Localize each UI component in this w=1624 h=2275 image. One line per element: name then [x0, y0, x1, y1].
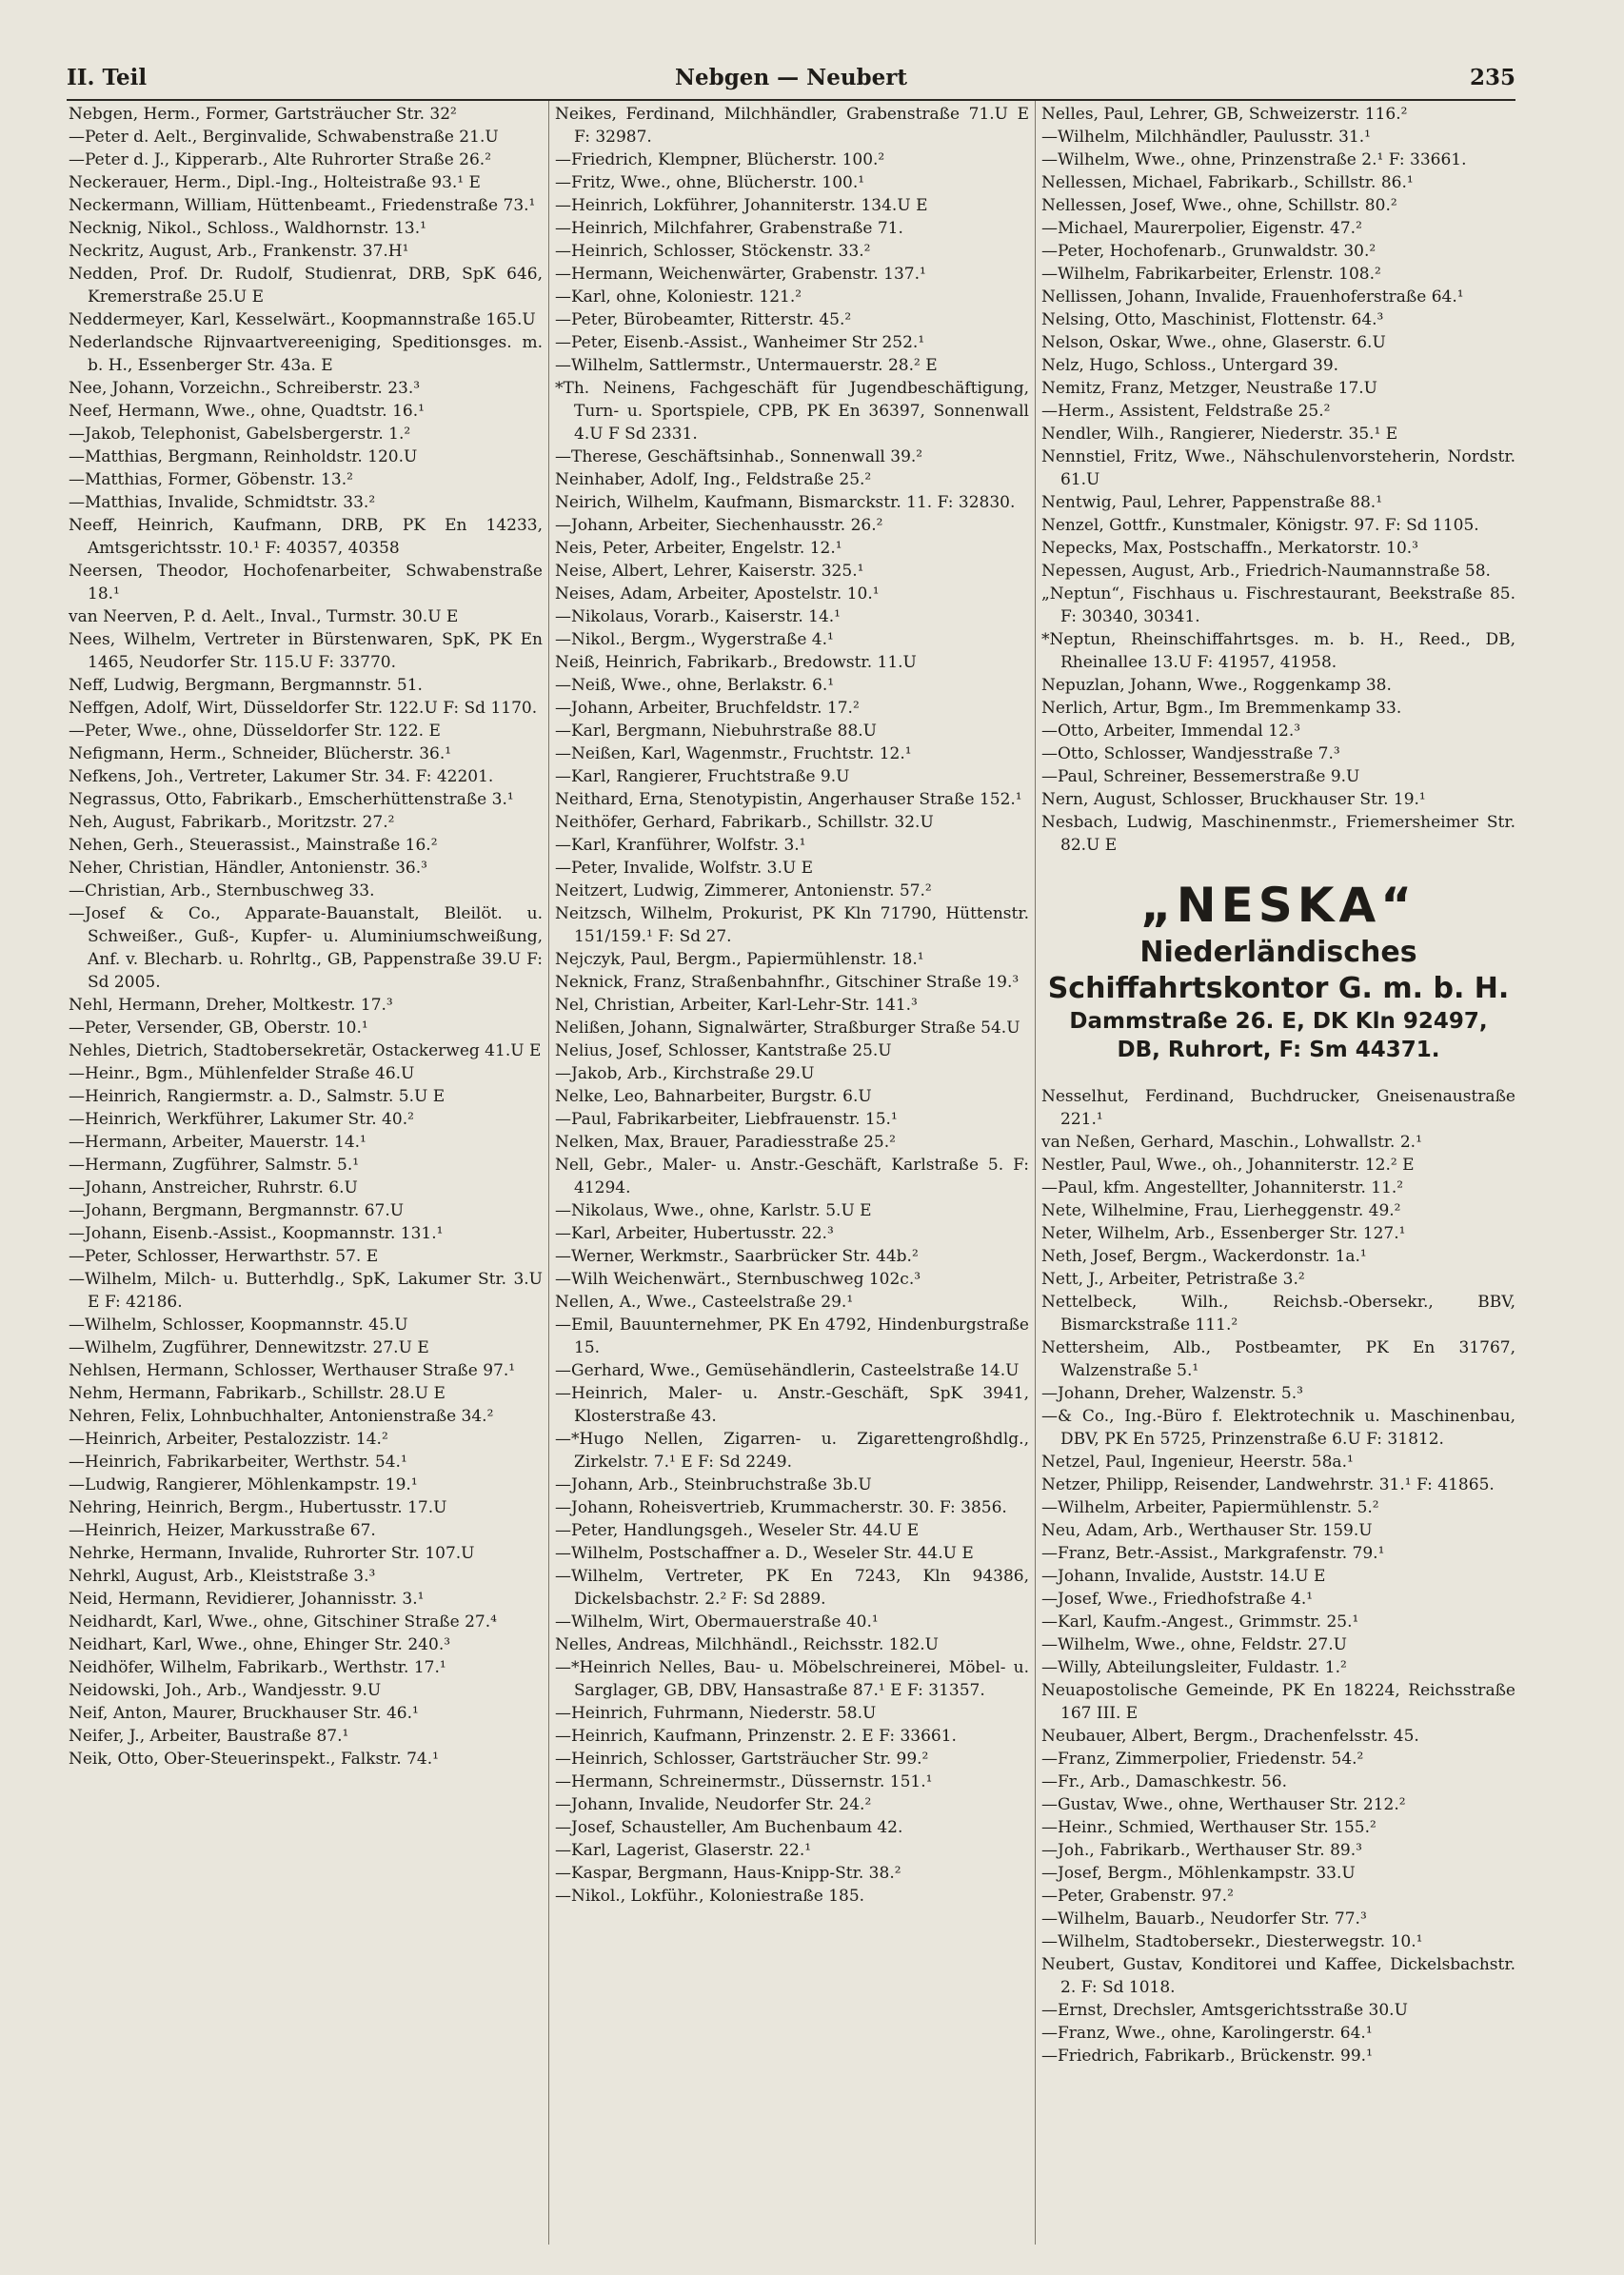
directory-entry: Nepecks, Max, Postschaffn., Merkatorstr. 10.³ [1041, 539, 1418, 558]
directory-entry: „Neptun“, Fischhaus u. Fischrestaurant, Beekstraße 85. F: 30340, 30341. [1041, 584, 1515, 626]
directory-entry: —Peter, Wwe., ohne, Düsseldorfer Str. 122. E [69, 722, 441, 741]
directory-entry: —Heinrich, Schlosser, Stöckenstr. 33.² [555, 242, 871, 261]
directory-entry: —Matthias, Former, Göbenstr. 13.² [69, 470, 353, 489]
directory-entry: —Heinrich, Milchfahrer, Grabenstraße 71. [555, 219, 903, 238]
directory-entry: Neknick, Franz, Straßenbahnfhr., Gitschiner Straße 19.³ [555, 973, 1020, 992]
directory-entry: —Wilhelm, Wwe., ohne, Prinzenstraße 2.¹ F: 33661. [1041, 150, 1467, 169]
directory-entry: Neitzert, Ludwig, Zimmerer, Antonienstr. 57.² [555, 881, 932, 900]
directory-entry: Neckermann, William, Hüttenbeamt., Friedenstraße 73.¹ [69, 196, 536, 215]
directory-entry: Nehrke, Hermann, Invalide, Ruhrorter Str. 107.U [69, 1544, 475, 1563]
part-label: II. Teil [67, 65, 148, 90]
directory-entry: —Kaspar, Bergmann, Haus-Knipp-Str. 38.² [555, 1864, 901, 1883]
directory-entry: —Hermann, Schreinermstr., Düssernstr. 151.¹ [555, 1772, 933, 1791]
directory-entry: Nehen, Gerh., Steuerassist., Mainstraße 16.² [69, 836, 438, 855]
directory-entry: —Michael, Maurerpolier, Eigenstr. 47.² [1041, 219, 1362, 238]
directory-entry: —Johann, Invalide, Auststr. 14.U E [1041, 1567, 1326, 1586]
directory-entry: —Heinrich, Werkführer, Lakumer Str. 40.² [69, 1110, 414, 1129]
directory-entry: Nelsing, Otto, Maschinist, Flottenstr. 64.³ [1041, 310, 1384, 329]
directory-entry: —Wilhelm, Sattlermstr., Untermauerstr. 28.² E [555, 356, 938, 375]
directory-entry: —Nikolaus, Vorarb., Kaiserstr. 14.¹ [555, 607, 841, 626]
directory-entry: Netzer, Philipp, Reisender, Landwehrstr. 31.¹ F: 41865. [1041, 1475, 1495, 1494]
directory-entry: Nefkens, Joh., Vertreter, Lakumer Str. 34. F: 42201. [69, 767, 494, 786]
directory-entry: —Johann, Arbeiter, Bruchfeldstr. 17.² [555, 699, 860, 718]
directory-entry: Nellen, A., Wwe., Casteelstraße 29.¹ [555, 1293, 854, 1312]
directory-entry: —Wilhelm, Milchhändler, Paulusstr. 31.¹ [1041, 128, 1371, 147]
directory-entry: —Karl, ohne, Koloniestr. 121.² [555, 287, 802, 307]
directory-entry: Neu, Adam, Arb., Werthauser Str. 159.U [1041, 1521, 1373, 1540]
directory-entry: —Johann, Eisenb.-Assist., Koopmannstr. 131.¹ [69, 1224, 444, 1243]
directory-entry: —Paul, kfm. Angestellter, Johanniterstr. 11.² [1041, 1178, 1404, 1197]
directory-entry: Neckerauer, Herm., Dipl.-Ing., Holteistraße 93.¹ E [69, 173, 481, 192]
directory-entry: Neidhart, Karl, Wwe., ohne, Ehinger Str. 240.³ [69, 1635, 451, 1654]
ad-line-3: Dammstraße 26. E, DK Kln 92497, [1069, 1009, 1488, 1034]
directory-entry: —Heinr., Schmied, Werthauser Str. 155.² [1041, 1818, 1376, 1837]
directory-entry: —Fritz, Wwe., ohne, Blücherstr. 100.¹ [555, 173, 865, 192]
directory-entry: Nepuzlan, Johann, Wwe., Roggenkamp 38. [1041, 676, 1392, 695]
directory-entry: Nentwig, Paul, Lehrer, Pappenstraße 88.¹ [1041, 493, 1383, 512]
column-3-top [1041, 103, 1515, 857]
directory-entry: Nehrkl, August, Arb., Kleiststraße 3.³ [69, 1567, 376, 1586]
directory-entry: —Wilhelm, Arbeiter, Papiermühlenstr. 5.² [1041, 1498, 1379, 1517]
directory-entry: Nelson, Oskar, Wwe., ohne, Glaserstr. 6.U [1041, 333, 1386, 352]
directory-entry: —Ludwig, Rangierer, Möhlenkampstr. 19.¹ [69, 1475, 418, 1494]
directory-entry: Nehren, Felix, Lohnbuchhalter, Antonienstraße 34.² [69, 1407, 494, 1426]
directory-entry: Nederlandsche Rijnvaartvereeniging, Speditionsges. m. b. H., Essenberger Str. 43a. E [69, 333, 543, 375]
directory-entry: —Josef & Co., Apparate-Bauanstalt, Bleilöt. u. Schweißer., Guß-, Kupfer- u. Aluminiumschweißung, Anf. v. Blecharb. u. Rohrltg., GB, Pappenstraße 39.U F: Sd 2005. [69, 904, 543, 992]
directory-entry: —Karl, Kranführer, Wolfstr. 3.¹ [555, 836, 806, 855]
directory-entry: Neises, Adam, Arbeiter, Apostelstr. 10.¹ [555, 584, 880, 603]
directory-entry: Nettelbeck, Wilh., Reichsb.-Obersekr., BBV, Bismarckstraße 111.² [1041, 1293, 1515, 1335]
directory-entry: —Friedrich, Klempner, Blücherstr. 100.² [555, 150, 885, 169]
directory-entry: Neif, Anton, Maurer, Bruckhauser Str. 46.¹ [69, 1704, 419, 1723]
directory-entry: —Hermann, Zugführer, Salmstr. 5.¹ [69, 1156, 360, 1175]
directory-entry: —Johann, Anstreicher, Ruhrstr. 6.U [69, 1178, 358, 1197]
directory-entry: —Christian, Arb., Sternbuschweg 33. [69, 881, 375, 900]
directory-entry: Nellissen, Johann, Invalide, Frauenhoferstraße 64.¹ [1041, 287, 1464, 307]
column-1 [69, 103, 543, 1771]
directory-entry: —Neißen, Karl, Wagenmstr., Fruchtstr. 12.¹ [555, 744, 912, 763]
directory-entry: —*Hugo Nellen, Zigarren- u. Zigarettengroßhdlg., Zirkelstr. 7.¹ E F: Sd 2249. [555, 1430, 1029, 1472]
directory-entry: —Emil, Bauunternehmer, PK En 4792, Hindenburgstraße 15. [555, 1316, 1029, 1357]
directory-entry: Neid, Hermann, Revidierer, Johannisstr. 3.¹ [69, 1590, 425, 1609]
directory-entry: Neirich, Wilhelm, Kaufmann, Bismarckstr. 11. F: 32830. [555, 493, 1016, 512]
ad-line-1: Niederländisches [1139, 936, 1417, 969]
directory-entry: Nejczyk, Paul, Bergm., Papiermühlenstr. 18.¹ [555, 950, 924, 969]
directory-entry: Nel, Christian, Arbeiter, Karl-Lehr-Str. 141.³ [555, 996, 918, 1015]
directory-entry: —Wilhelm, Zugführer, Dennewitzstr. 27.U E [69, 1338, 429, 1357]
directory-entry: —Heinrich, Lokführer, Johanniterstr. 134.U E [555, 196, 928, 215]
column-divider-2 [1035, 101, 1036, 2245]
neska-advertisement [1041, 857, 1515, 1085]
directory-entry: Nellessen, Michael, Fabrikarb., Schillstr. 86.¹ [1041, 173, 1414, 192]
directory-entry: Nettersheim, Alb., Postbeamter, PK En 31767, Walzenstraße 5.¹ [1041, 1338, 1515, 1380]
directory-entry: Neidhöfer, Wilhelm, Fabrikarb., Werthstr. 17.¹ [69, 1658, 446, 1677]
directory-entry: Nehlsen, Hermann, Schlosser, Werthauser Straße 97.¹ [69, 1361, 516, 1380]
directory-entry: Neef, Hermann, Wwe., ohne, Quadtstr. 16.¹ [69, 402, 425, 421]
directory-entry: —Josef, Bergm., Möhlenkampstr. 33.U [1041, 1864, 1356, 1883]
directory-entry: Nehm, Hermann, Fabrikarb., Schillstr. 28.U E [69, 1384, 446, 1403]
directory-entry: —Karl, Rangierer, Fruchtstraße 9.U [555, 767, 850, 786]
directory-entry: —Johann, Arbeiter, Siechenhausstr. 26.² [555, 516, 883, 535]
directory-entry: —Wilhelm, Wwe., ohne, Feldstr. 27.U [1041, 1635, 1347, 1654]
directory-entry: Neubert, Gustav, Konditorei und Kaffee, Dickelsbachstr. 2. F: Sd 1018. [1041, 1955, 1515, 1997]
directory-entry: Neff, Ludwig, Bergmann, Bergmannstr. 51. [69, 676, 423, 695]
directory-entry: Nesselhut, Ferdinand, Buchdrucker, Gneisenaustraße 221.¹ [1041, 1087, 1515, 1129]
directory-entry: —Josef, Schausteller, Am Buchenbaum 42. [555, 1818, 903, 1837]
ad-title: „NESKA“ [1139, 878, 1417, 933]
directory-entry: —Franz, Betr.-Assist., Markgrafenstr. 79.¹ [1041, 1544, 1385, 1563]
directory-entry: —Nikol., Lokführ., Koloniestraße 185. [555, 1887, 865, 1906]
directory-entry: —Johann, Arb., Steinbruchstraße 3b.U [555, 1475, 872, 1494]
directory-entry: Neubauer, Albert, Bergm., Drachenfelsstr. 45. [1041, 1727, 1419, 1746]
directory-entry: —Willy, Abteilungsleiter, Fuldastr. 1.² [1041, 1658, 1347, 1677]
directory-entry: Nehring, Heinrich, Bergm., Hubertusstr. 17.U [69, 1498, 447, 1517]
directory-entry: Nennstiel, Fritz, Wwe., Nähschulenvorsteherin, Nordstr. 61.U [1041, 447, 1515, 489]
directory-entry: —Karl, Kaufm.-Angest., Grimmstr. 25.¹ [1041, 1612, 1359, 1632]
directory-entry: Nehl, Hermann, Dreher, Moltkestr. 17.³ [69, 996, 393, 1015]
directory-entry: —Peter, Grabenstr. 97.² [1041, 1887, 1234, 1906]
directory-entry: —Heinrich, Schlosser, Gartsträucher Str. 99.² [555, 1750, 929, 1769]
directory-entry: Neh, August, Fabrikarb., Moritzstr. 27.² [69, 813, 395, 832]
directory-entry: —Fr., Arb., Damaschkestr. 56. [1041, 1772, 1287, 1791]
directory-entry: —Matthias, Invalide, Schmidtstr. 33.² [69, 493, 376, 512]
directory-entry: Neher, Christian, Händler, Antonienstr. 36.³ [69, 859, 427, 878]
directory-entry: —Peter, Versender, GB, Oberstr. 10.¹ [69, 1019, 368, 1038]
directory-entry: —Heinrich, Fuhrmann, Niederstr. 58.U [555, 1704, 877, 1723]
directory-entry: Neiß, Heinrich, Fabrikarb., Bredowstr. 11.U [555, 653, 917, 672]
directory-entry: —Johann, Invalide, Neudorfer Str. 24.² [555, 1795, 872, 1814]
directory-entry: Neth, Josef, Bergm., Wackerdonstr. 1a.¹ [1041, 1247, 1367, 1266]
directory-entry: Neersen, Theodor, Hochofenarbeiter, Schwabenstraße 18.¹ [69, 562, 543, 603]
directory-entry: Nedden, Prof. Dr. Rudolf, Studienrat, DRB, SpK 646, Kremerstraße 25.U E [69, 265, 543, 307]
directory-entry: Neinhaber, Adolf, Ing., Feldstraße 25.² [555, 470, 872, 489]
directory-entry: —Herm., Assistent, Feldstraße 25.² [1041, 402, 1331, 421]
directory-entry: —Heinrich, Heizer, Markusstraße 67. [69, 1521, 376, 1540]
directory-entry: —Friedrich, Fabrikarb., Brückenstr. 99.¹ [1041, 2047, 1373, 2066]
directory-entry: —Johann, Dreher, Walzenstr. 5.³ [1041, 1384, 1303, 1403]
directory-entry: Nesbach, Ludwig, Maschinenmstr., Friemersheimer Str. 82.U E [1041, 813, 1515, 855]
directory-entry: —Heinrich, Kaufmann, Prinzenstr. 2. E F: 33661. [555, 1727, 957, 1746]
directory-entry: —Heinrich, Rangiermstr. a. D., Salmstr. 5.U E [69, 1087, 446, 1106]
directory-entry: —Karl, Bergmann, Niebuhrstraße 88.U [555, 722, 878, 741]
directory-entry: Nerlich, Artur, Bgm., Im Bremmenkamp 33. [1041, 699, 1402, 718]
directory-entry: —Peter, Handlungsgeh., Weseler Str. 44.U E [555, 1521, 920, 1540]
directory-entry: —Jakob, Telephonist, Gabelsbergerstr. 1.² [69, 425, 411, 444]
page-number: 235 [1469, 65, 1515, 90]
directory-entry: Neffgen, Adolf, Wirt, Düsseldorfer Str. 122.U F: Sd 1170. [69, 699, 538, 718]
column-divider-1 [548, 101, 549, 2245]
directory-entry: Neddermeyer, Karl, Kesselwärt., Koopmannstraße 165.U [69, 310, 536, 329]
directory-entry: —Nikolaus, Wwe., ohne, Karlstr. 5.U E [555, 1201, 872, 1220]
directory-entry: —Joh., Fabrikarb., Werthauser Str. 89.³ [1041, 1841, 1362, 1860]
directory-entry: Nees, Wilhelm, Vertreter in Bürstenwaren, SpK, PK En 1465, Neudorfer Str. 115.U F: 33770. [69, 630, 543, 672]
directory-entry: Nenzel, Gottfr., Kunstmaler, Königstr. 97. F: Sd 1105. [1041, 516, 1479, 535]
directory-entry: —Therese, Geschäftsinhab., Sonnenwall 39.² [555, 447, 923, 466]
directory-entry: Netzel, Paul, Ingenieur, Heerstr. 58a.¹ [1041, 1453, 1354, 1472]
directory-entry: —Wilhelm, Schlosser, Koopmannstr. 45.U [69, 1316, 408, 1335]
directory-entry: Neifer, J., Arbeiter, Baustraße 87.¹ [69, 1727, 349, 1746]
directory-entry: Nehles, Dietrich, Stadtobersekretär, Ostackerweg 41.U E [69, 1041, 542, 1060]
page-header [67, 61, 1515, 99]
directory-entry: Nepessen, August, Arb., Friedrich-Naumannstraße 58. [1041, 562, 1491, 581]
header-rule [67, 99, 1515, 101]
directory-entry: —Matthias, Bergmann, Reinholdstr. 120.U [69, 447, 418, 466]
directory-entry: —Hermann, Weichenwärter, Grabenstr. 137.¹ [555, 265, 926, 284]
directory-entry: van Neerven, P. d. Aelt., Inval., Turmstr. 30.U E [69, 607, 459, 626]
directory-entry: Nelius, Josef, Schlosser, Kantstraße 25.U [555, 1041, 892, 1060]
column-3-bottom [1041, 1085, 1515, 2067]
directory-entry: Nelißen, Johann, Signalwärter, Straßburger Straße 54.U [555, 1019, 1020, 1038]
name-range: Nebgen — Neubert [674, 65, 908, 90]
directory-entry: —Peter, Bürobeamter, Ritterstr. 45.² [555, 310, 852, 329]
directory-entry: Nett, J., Arbeiter, Petristraße 3.² [1041, 1270, 1305, 1289]
directory-entry: —Wilhelm, Fabrikarbeiter, Erlenstr. 108.² [1041, 265, 1381, 284]
directory-entry: Neidhardt, Karl, Wwe., ohne, Gitschiner Straße 27.⁴ [69, 1612, 497, 1632]
directory-entry: Nebgen, Herm., Former, Gartsträucher Str. 32² [69, 105, 457, 124]
directory-entry: Nelke, Leo, Bahnarbeiter, Burgstr. 6.U [555, 1087, 872, 1106]
directory-entry: —Johann, Bergmann, Bergmannstr. 67.U [69, 1201, 405, 1220]
directory-entry: Neeff, Heinrich, Kaufmann, DRB, PK En 14233, Amtsgerichtsstr. 10.¹ F: 40357, 40358 [69, 516, 543, 558]
directory-entry: —*Heinrich Nelles, Bau- u. Möbelschreinerei, Möbel- u. Sarglager, GB, DBV, Hansastraße 87.¹ E F: 31357. [555, 1658, 1029, 1700]
directory-entry: *Neptun, Rheinschiffahrtsges. m. b. H., Reed., DB, Rheinallee 13.U F: 41957, 41958. [1041, 630, 1515, 672]
directory-entry: —Johann, Roheisvertrieb, Krummacherstr. 30. F: 3856. [555, 1498, 1007, 1517]
directory-entry: —Paul, Fabrikarbeiter, Liebfrauenstr. 15.¹ [555, 1110, 898, 1129]
directory-entry: Nee, Johann, Vorzeichn., Schreiberstr. 23.³ [69, 379, 421, 398]
directory-entry: Necknig, Nikol., Schloss., Waldhornstr. 13.¹ [69, 219, 426, 238]
directory-entry: —Otto, Arbeiter, Immendal 12.³ [1041, 722, 1301, 741]
directory-entry: —Wilhelm, Wirt, Obermauerstraße 40.¹ [555, 1612, 879, 1632]
directory-entry: —Wilh Weichenwärt., Sternbuschweg 102c.³ [555, 1270, 921, 1289]
directory-entry: Nefigmann, Herm., Schneider, Blücherstr. 36.¹ [69, 744, 452, 763]
directory-entry: —Peter d. J., Kipperarb., Alte Ruhrorter Straße 26.² [69, 150, 492, 169]
directory-entry: Neckritz, August, Arb., Frankenstr. 37.H¹ [69, 242, 409, 261]
directory-entry: —Wilhelm, Stadtobersekr., Diesterwegstr. 10.¹ [1041, 1932, 1423, 1951]
directory-entry: —Wilhelm, Milch- u. Butterhdlg., SpK, Lakumer Str. 3.U E F: 42186. [69, 1270, 543, 1312]
directory-entry: —Peter, Schlosser, Herwarthstr. 57. E [69, 1247, 379, 1266]
directory-entry: —Paul, Schreiner, Bessemerstraße 9.U [1041, 767, 1360, 786]
directory-entry: *Th. Neinens, Fachgeschäft für Jugendbeschäftigung, Turn- u. Sportspiele, CPB, PK En 36397, Sonnenwall 4.U F Sd 2331. [555, 379, 1029, 444]
directory-entry: Nellessen, Josef, Wwe., ohne, Schillstr. 80.² [1041, 196, 1397, 215]
directory-entry: —Ernst, Drechsler, Amtsgerichtsstraße 30.U [1041, 2001, 1408, 2020]
directory-entry: Nemitz, Franz, Metzger, Neustraße 17.U [1041, 379, 1378, 398]
directory-entry: —Franz, Wwe., ohne, Karolingerstr. 64.¹ [1041, 2024, 1373, 2043]
directory-entry: Nete, Wilhelmine, Frau, Lierheggenstr. 49.² [1041, 1201, 1401, 1220]
directory-entry: —Heinrich, Maler- u. Anstr.-Geschäft, SpK 3941, Klosterstraße 43. [555, 1384, 1029, 1426]
directory-entry: Neithard, Erna, Stenotypistin, Angerhauser Straße 152.¹ [555, 790, 1022, 809]
directory-entry: —Josef, Wwe., Friedhofstraße 4.¹ [1041, 1590, 1314, 1609]
directory-entry: —Werner, Werkmstr., Saarbrücker Str. 44b.² [555, 1247, 919, 1266]
directory-entry: —Heinrich, Fabrikarbeiter, Werthstr. 54.¹ [69, 1453, 407, 1472]
directory-entry: Neitzsch, Wilhelm, Prokurist, PK Kln 71790, Hüttenstr. 151/159.¹ F: Sd 27. [555, 904, 1029, 946]
directory-entry: —Hermann, Arbeiter, Mauerstr. 14.¹ [69, 1133, 366, 1152]
column-3 [1041, 103, 1515, 2067]
ad-line-2: Schiffahrtskontor G. m. b. H. [1047, 972, 1510, 1005]
directory-entry: Neik, Otto, Ober-Steuerinspekt., Falkstr. 74.¹ [69, 1750, 439, 1769]
directory-entry: —Peter, Invalide, Wolfstr. 3.U E [555, 859, 813, 878]
directory-entry: —Peter, Eisenb.-Assist., Wanheimer Str 252.¹ [555, 333, 925, 352]
directory-entry: Neise, Albert, Lehrer, Kaiserstr. 325.¹ [555, 562, 864, 581]
directory-entry: Neis, Peter, Arbeiter, Engelstr. 12.¹ [555, 539, 842, 558]
directory-entry: Neithöfer, Gerhard, Fabrikarb., Schillstr. 32.U [555, 813, 934, 832]
directory-entry: —Wilhelm, Bauarb., Neudorfer Str. 77.³ [1041, 1909, 1367, 1929]
directory-entry: Nern, August, Schlosser, Bruckhauser Str. 19.¹ [1041, 790, 1426, 809]
directory-entry: —Heinrich, Arbeiter, Pestalozzistr. 14.² [69, 1430, 388, 1449]
directory-entry: Neter, Wilhelm, Arb., Essenberger Str. 127.¹ [1041, 1224, 1406, 1243]
directory-entry: —Karl, Arbeiter, Hubertusstr. 22.³ [555, 1224, 834, 1243]
directory-entry: —Peter d. Aelt., Berginvalide, Schwabenstraße 21.U [69, 128, 499, 147]
directory-entry: —Franz, Zimmerpolier, Friedenstr. 54.² [1041, 1750, 1364, 1769]
directory-entry: —Nikol., Bergm., Wygerstraße 4.¹ [555, 630, 834, 649]
directory-entry: Neikes, Ferdinand, Milchhändler, Grabenstraße 71.U E F: 32987. [555, 105, 1029, 147]
directory-entry: Neidowski, Joh., Arb., Wandjesstr. 9.U [69, 1681, 382, 1700]
directory-entry: —Gerhard, Wwe., Gemüsehändlerin, Casteelstraße 14.U [555, 1361, 1020, 1380]
directory-entry: —Heinr., Bgm., Mühlenfelder Straße 46.U [69, 1064, 415, 1083]
directory-entry: —Peter, Hochofenarb., Grunwaldstr. 30.² [1041, 242, 1376, 261]
directory-entry: Nendler, Wilh., Rangierer, Niederstr. 35.¹ E [1041, 425, 1398, 444]
directory-entry: Nelles, Andreas, Milchhändl., Reichsstr. 182.U [555, 1635, 939, 1654]
directory-entry: Neuapostolische Gemeinde, PK En 18224, Reichsstraße 167 III. E [1041, 1681, 1515, 1723]
directory-entry: Nestler, Paul, Wwe., oh., Johanniterstr. 12.² E [1041, 1156, 1415, 1175]
ad-line-4: DB, Ruhrort, F: Sm 44371. [1117, 1038, 1440, 1062]
directory-entry: —Wilhelm, Vertreter, PK En 7243, Kln 94386, Dickelsbachstr. 2.² F: Sd 2889. [555, 1567, 1029, 1609]
directory-entry: Negrassus, Otto, Fabrikarb., Emscherhüttenstraße 3.¹ [69, 790, 514, 809]
directory-entry: —Karl, Lagerist, Glaserstr. 22.¹ [555, 1841, 812, 1860]
directory-entry: Nelles, Paul, Lehrer, GB, Schweizerstr. 116.² [1041, 105, 1408, 124]
directory-entry: Nelken, Max, Brauer, Paradiesstraße 25.² [555, 1133, 896, 1152]
directory-entry: Nelz, Hugo, Schloss., Untergard 39. [1041, 356, 1339, 375]
directory-entry: Nell, Gebr., Maler- u. Anstr.-Geschäft, Karlstraße 5. F: 41294. [555, 1156, 1029, 1197]
directory-entry: —Gustav, Wwe., ohne, Werthauser Str. 212.² [1041, 1795, 1406, 1814]
directory-entry: —& Co., Ing.-Büro f. Elektrotechnik u. Maschinenbau, DBV, PK En 5725, Prinzenstraße 6.U F: 31812. [1041, 1407, 1515, 1449]
directory-entry: —Jakob, Arb., Kirchstraße 29.U [555, 1064, 815, 1083]
directory-entry: —Neiß, Wwe., ohne, Berlakstr. 6.¹ [555, 676, 835, 695]
column-2 [555, 103, 1029, 1908]
directory-entry: —Wilhelm, Postschaffner a. D., Weseler Str. 44.U E [555, 1544, 974, 1563]
directory-entry: van Neßen, Gerhard, Maschin., Lohwallstr. 2.¹ [1041, 1133, 1422, 1152]
directory-entry: —Otto, Schlosser, Wandjesstraße 7.³ [1041, 744, 1340, 763]
